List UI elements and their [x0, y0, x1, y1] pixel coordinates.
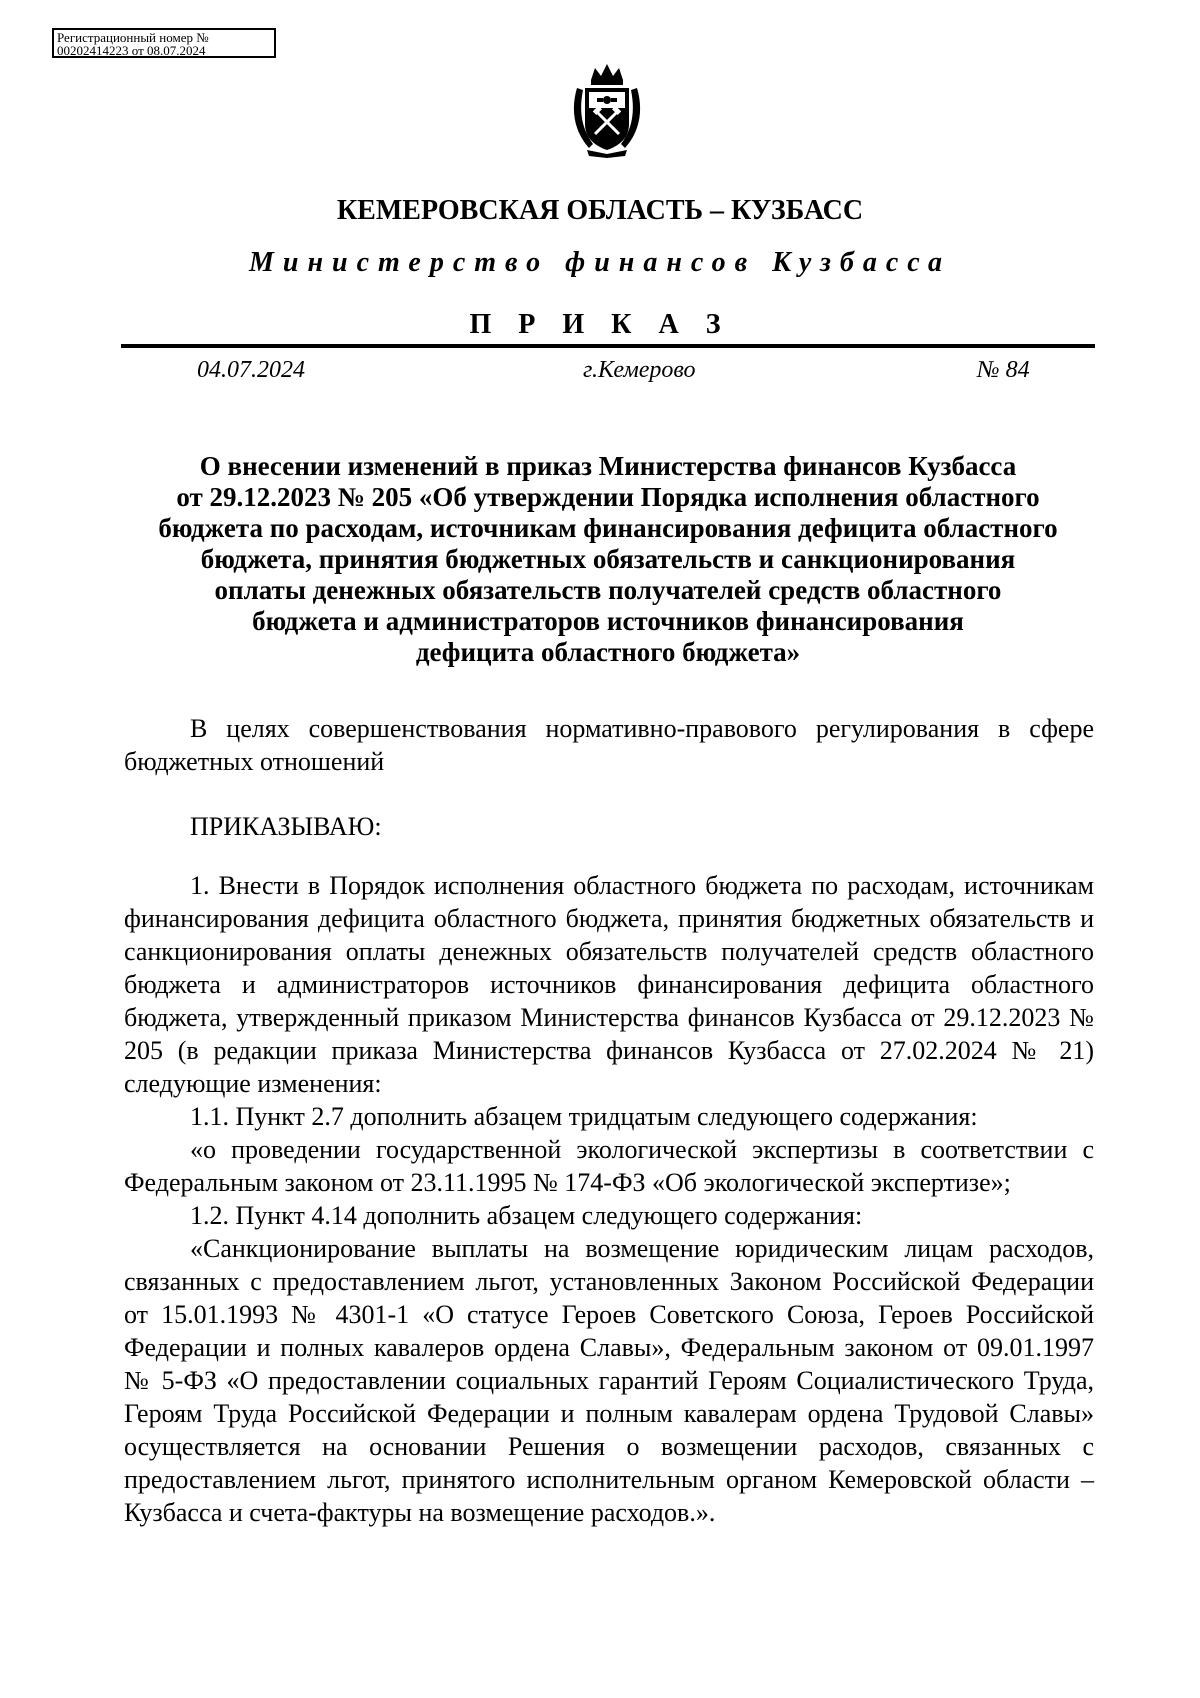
- heading-line: оплаты денежных обязательств получателей средств областного: [214, 575, 1002, 605]
- item-1-2-text: «Санкционирование выплаты на возмещение юридическим лицам расходов, связанных с предоставлением льгот, установленных Законом Российской Федерации от 15.01.1993 № 4301-1 «О статусе Героев Советского Союза, Героев Российской Федерации и полных кавалеров ордена Славы», Федеральным законом от 09.01.1997 № 5-ФЗ «О предоставлении социальных гарантий Героям Социалистического Труда, Героям Труда Российской Федерации и полным кавалерам ордена Трудовой Славы» осуществляется на основании Решения о возмещении расходов, связанных с предоставлением льгот, принятого исполнительным органом Кемеровской области – Кузбасса и счета-фактуры на возмещение расходов.».: [124, 1234, 1094, 1527]
- heading-line: бюджета по расходам, источникам финансирования дефицита областного: [158, 513, 1058, 543]
- document-city: г.Кемерово: [583, 357, 696, 383]
- item-1-1: 1.1. Пункт 2.7 дополнить абзацем тридцатым следующего содержания:: [190, 1102, 978, 1131]
- heading-line: дефицита областного бюджета»: [415, 637, 801, 667]
- intro-paragraph: В целях совершенствования нормативно-правового регулирования в сфере бюджетных отношений: [124, 714, 1094, 776]
- item-1-2: 1.2. Пункт 4.14 дополнить абзацем следующего содержания:: [190, 1201, 863, 1230]
- document-type: П Р И К А З: [469, 309, 731, 340]
- document-heading: [121, 451, 1095, 668]
- heading-line: бюджета, принятия бюджетных обязательств и санкционирования: [200, 544, 1016, 574]
- order-word: ПРИКАЗЫВАЮ:: [190, 812, 382, 841]
- ministry-name: Министерство финансов Кузбасса: [248, 247, 952, 278]
- registration-line-2: 00202414223 от 08.07.2024: [57, 43, 206, 58]
- header-divider: [121, 344, 1095, 348]
- registration-line-1: Регистрационный номер №: [57, 30, 209, 45]
- region-title: КЕМЕРОВСКАЯ ОБЛАСТЬ – КУЗБАСС: [336, 195, 864, 226]
- item-1-1-text: «о проведении государственной экологической экспертизы в соответствии с Федеральным законом от 23.11.1995 № 174-ФЗ «Об экологической экспертизе»;: [124, 1135, 1094, 1197]
- document-number: № 84: [977, 357, 1030, 383]
- document-date: 04.07.2024: [197, 357, 305, 383]
- registration-stamp: [52, 28, 276, 58]
- order-items: [124, 869, 1094, 1529]
- kuzbass-coat-of-arms-icon: [567, 58, 647, 158]
- heading-line: от 29.12.2023 № 205 «Об утверждении Порядка исполнения областного: [176, 482, 1040, 512]
- heading-line: О внесении изменений в приказ Министерства финансов Кузбасса: [199, 451, 1017, 481]
- item-1: 1. Внести в Порядок исполнения областного бюджета по расходам, источникам финансирования дефицита областного бюджета, принятия бюджетных обязательств и санкционирования оплаты денежных обязательств получателей средств областного бюджета и администраторов источников финансирования дефицита областного бюджета, утвержденный приказом Министерства финансов Кузбасса от 29.12.2023 № 205 (в редакции приказа Министерства финансов Кузбасса от 27.02.2024 № 21) следующие изменения:: [124, 871, 1094, 1098]
- heading-line: бюджета и администраторов источников финансирования: [252, 606, 964, 636]
